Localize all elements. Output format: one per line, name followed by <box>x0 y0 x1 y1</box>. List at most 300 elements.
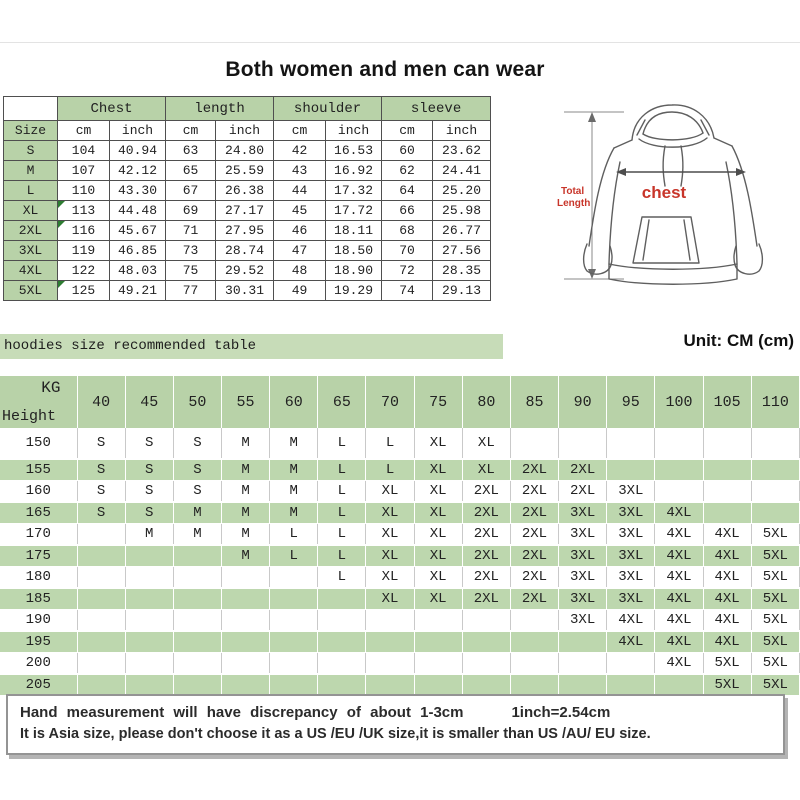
height-label-cell: 175 <box>0 545 77 567</box>
kg-column-header: 100 <box>655 376 703 428</box>
measurement-value-cell: 47 <box>274 241 326 261</box>
measurement-value-cell: 29.52 <box>216 261 274 281</box>
matrix-size-cell: L <box>318 428 366 459</box>
matrix-size-cell <box>270 610 318 632</box>
matrix-size-cell: 4XL <box>655 610 703 632</box>
matrix-size-cell <box>414 610 462 632</box>
matrix-size-cell: S <box>77 459 125 481</box>
matrix-size-cell: 2XL <box>510 524 558 546</box>
matrix-size-cell <box>270 588 318 610</box>
measurement-value-cell: 116 <box>58 221 110 241</box>
kg-column-header: 75 <box>414 376 462 428</box>
top-divider-line <box>0 42 800 43</box>
matrix-row <box>0 631 800 653</box>
measurement-value-cell: 16.53 <box>326 141 382 161</box>
measurement-value-cell: 29.13 <box>433 281 491 301</box>
matrix-size-cell: 4XL <box>655 545 703 567</box>
matrix-size-cell: 3XL <box>607 567 655 589</box>
matrix-size-cell: 5XL <box>703 674 751 696</box>
matrix-size-cell <box>77 545 125 567</box>
matrix-size-cell: L <box>318 502 366 524</box>
total-length-label-line1: Total <box>561 186 585 197</box>
matrix-size-cell: S <box>125 481 173 503</box>
matrix-size-cell: 4XL <box>703 631 751 653</box>
matrix-size-cell: XL <box>366 502 414 524</box>
matrix-size-cell <box>607 459 655 481</box>
matrix-size-cell: L <box>366 459 414 481</box>
matrix-size-cell <box>221 631 269 653</box>
matrix-size-cell <box>655 428 703 459</box>
unit-label: Unit: CM (cm) <box>683 331 794 350</box>
measurement-value-cell: 25.98 <box>433 201 491 221</box>
matrix-size-cell <box>318 631 366 653</box>
matrix-size-cell: S <box>125 428 173 459</box>
measurement-value-cell: 48 <box>274 261 326 281</box>
measurement-value-cell: 24.80 <box>216 141 274 161</box>
matrix-size-cell: 4XL <box>703 545 751 567</box>
group-header-length: length <box>166 97 274 121</box>
matrix-size-cell: 2XL <box>462 588 510 610</box>
matrix-size-cell: L <box>318 567 366 589</box>
measurement-value-cell: 17.32 <box>326 181 382 201</box>
size-table-row <box>4 221 491 241</box>
matrix-size-cell: S <box>77 428 125 459</box>
blank-corner-cell <box>4 97 58 121</box>
height-label-cell: 155 <box>0 459 77 481</box>
matrix-size-cell: 4XL <box>703 524 751 546</box>
matrix-size-cell: XL <box>414 481 462 503</box>
measurement-value-cell: 63 <box>166 141 216 161</box>
matrix-size-cell <box>655 481 703 503</box>
measurement-value-cell: 16.92 <box>326 161 382 181</box>
height-label-cell: 205 <box>0 674 77 696</box>
matrix-size-cell: M <box>221 502 269 524</box>
size-table-unit-row <box>4 121 491 141</box>
matrix-size-cell <box>77 588 125 610</box>
matrix-size-cell: 2XL <box>559 459 607 481</box>
size-table-row <box>4 261 491 281</box>
matrix-size-cell: 2XL <box>462 502 510 524</box>
unit-header: inch <box>110 121 166 141</box>
measurement-value-cell: 67 <box>166 181 216 201</box>
matrix-size-cell: L <box>318 524 366 546</box>
matrix-size-cell <box>77 653 125 675</box>
size-table-row <box>4 181 491 201</box>
matrix-size-cell <box>221 674 269 696</box>
matrix-size-cell: 4XL <box>655 567 703 589</box>
hoodie-illustration <box>552 90 796 310</box>
matrix-size-cell: S <box>77 481 125 503</box>
size-table-head <box>4 97 491 141</box>
measurement-value-cell: 27.95 <box>216 221 274 241</box>
measurement-value-cell: 107 <box>58 161 110 181</box>
matrix-size-cell: XL <box>414 428 462 459</box>
matrix-size-cell <box>318 588 366 610</box>
matrix-size-cell: 3XL <box>607 588 655 610</box>
measurement-value-cell: 119 <box>58 241 110 261</box>
matrix-size-cell: 2XL <box>510 588 558 610</box>
matrix-size-cell: L <box>318 481 366 503</box>
measurement-value-cell: 42.12 <box>110 161 166 181</box>
matrix-size-cell: 5XL <box>751 567 799 589</box>
measurement-value-cell: 44.48 <box>110 201 166 221</box>
matrix-size-cell: M <box>270 502 318 524</box>
matrix-size-cell <box>751 481 799 503</box>
matrix-size-cell: M <box>270 428 318 459</box>
size-label-cell: 2XL <box>4 221 58 241</box>
matrix-size-cell: M <box>221 481 269 503</box>
size-label-cell: 4XL <box>4 261 58 281</box>
matrix-size-cell: 4XL <box>655 502 703 524</box>
matrix-size-cell <box>510 610 558 632</box>
matrix-size-cell <box>366 610 414 632</box>
measurement-note: Hand measurement will have discrepancy of about 1-3cm <box>20 704 464 721</box>
matrix-size-cell <box>414 674 462 696</box>
matrix-size-cell: 3XL <box>607 524 655 546</box>
measurement-value-cell: 18.50 <box>326 241 382 261</box>
unit-header: cm <box>58 121 110 141</box>
measurement-value-cell: 46 <box>274 221 326 241</box>
matrix-size-cell <box>462 610 510 632</box>
hoodie-diagram <box>552 90 796 310</box>
measurement-value-cell: 66 <box>382 201 433 221</box>
measurement-value-cell: 74 <box>382 281 433 301</box>
measurement-value-cell: 42 <box>274 141 326 161</box>
measurement-value-cell: 45.67 <box>110 221 166 241</box>
measurement-value-cell: 113 <box>58 201 110 221</box>
matrix-size-cell: 4XL <box>655 631 703 653</box>
matrix-size-cell <box>221 588 269 610</box>
measurement-value-cell: 43 <box>274 161 326 181</box>
matrix-size-cell: 3XL <box>559 502 607 524</box>
measurement-value-cell: 49 <box>274 281 326 301</box>
matrix-size-cell <box>270 674 318 696</box>
matrix-size-cell: 3XL <box>607 481 655 503</box>
matrix-size-cell: S <box>77 502 125 524</box>
matrix-size-cell: 5XL <box>751 631 799 653</box>
matrix-size-cell <box>559 631 607 653</box>
matrix-size-cell: M <box>221 524 269 546</box>
matrix-size-cell <box>751 459 799 481</box>
height-label-cell: 150 <box>0 428 77 459</box>
matrix-size-cell <box>655 459 703 481</box>
height-label-cell: 165 <box>0 502 77 524</box>
matrix-size-cell <box>462 631 510 653</box>
measurement-value-cell: 72 <box>382 261 433 281</box>
matrix-row <box>0 545 800 567</box>
measurement-value-cell: 43.30 <box>110 181 166 201</box>
matrix-size-cell: XL <box>366 567 414 589</box>
matrix-size-cell: M <box>221 428 269 459</box>
matrix-size-cell: L <box>318 459 366 481</box>
kg-column-header: 105 <box>703 376 751 428</box>
matrix-size-cell: S <box>173 428 221 459</box>
matrix-size-cell: 5XL <box>751 674 799 696</box>
height-axis-label: Height <box>2 408 57 425</box>
height-label-cell: 170 <box>0 524 77 546</box>
matrix-size-cell: L <box>318 545 366 567</box>
matrix-size-cell <box>559 674 607 696</box>
size-header-cell: Size <box>4 121 58 141</box>
matrix-size-cell: 5XL <box>751 545 799 567</box>
matrix-size-cell <box>125 674 173 696</box>
unit-header: cm <box>166 121 216 141</box>
matrix-size-cell <box>318 653 366 675</box>
matrix-size-cell: S <box>125 502 173 524</box>
matrix-size-cell <box>77 524 125 546</box>
matrix-size-cell: S <box>173 459 221 481</box>
matrix-size-cell <box>366 674 414 696</box>
kg-column-header: 45 <box>125 376 173 428</box>
measurement-value-cell: 25.59 <box>216 161 274 181</box>
measurement-value-cell: 27.17 <box>216 201 274 221</box>
matrix-size-cell: M <box>221 545 269 567</box>
matrix-size-cell: XL <box>414 545 462 567</box>
size-label-cell: 5XL <box>4 281 58 301</box>
inch-conversion-note: 1inch=2.54cm <box>511 704 611 721</box>
measurement-value-cell: 125 <box>58 281 110 301</box>
matrix-size-cell: 3XL <box>607 502 655 524</box>
matrix-size-cell <box>751 502 799 524</box>
size-table-body <box>4 141 491 301</box>
height-label-cell: 160 <box>0 481 77 503</box>
matrix-size-cell <box>607 674 655 696</box>
kg-column-header: 70 <box>366 376 414 428</box>
matrix-size-cell: XL <box>414 502 462 524</box>
matrix-size-cell: 2XL <box>462 481 510 503</box>
matrix-size-cell: 4XL <box>607 610 655 632</box>
measurement-value-cell: 77 <box>166 281 216 301</box>
matrix-size-cell <box>125 653 173 675</box>
matrix-size-cell <box>221 610 269 632</box>
matrix-size-cell: S <box>125 459 173 481</box>
matrix-size-cell: 2XL <box>462 545 510 567</box>
kg-column-header: 50 <box>173 376 221 428</box>
measurement-value-cell: 19.29 <box>326 281 382 301</box>
matrix-size-cell: 4XL <box>655 588 703 610</box>
measurement-value-cell: 23.62 <box>433 141 491 161</box>
matrix-size-cell: 5XL <box>751 653 799 675</box>
matrix-size-cell: 5XL <box>751 588 799 610</box>
measurement-value-cell: 44 <box>274 181 326 201</box>
measurement-value-cell: 18.90 <box>326 261 382 281</box>
matrix-size-cell: 5XL <box>751 610 799 632</box>
matrix-size-cell <box>751 428 799 459</box>
matrix-size-cell <box>221 567 269 589</box>
matrix-size-cell <box>559 428 607 459</box>
matrix-size-cell <box>559 653 607 675</box>
measurement-value-cell: 69 <box>166 201 216 221</box>
matrix-size-cell: S <box>173 481 221 503</box>
matrix-row <box>0 653 800 675</box>
footer-line1 <box>20 704 771 721</box>
measurement-value-cell: 70 <box>382 241 433 261</box>
matrix-size-cell <box>173 567 221 589</box>
size-table-group-row <box>4 97 491 121</box>
page-title: Both women and men can wear <box>225 58 545 81</box>
size-table-row <box>4 241 491 261</box>
matrix-size-cell: M <box>270 481 318 503</box>
matrix-size-cell <box>703 481 751 503</box>
matrix-size-cell <box>173 610 221 632</box>
unit-header: inch <box>216 121 274 141</box>
measurement-value-cell: 40.94 <box>110 141 166 161</box>
matrix-size-cell: 5XL <box>703 653 751 675</box>
matrix-size-cell <box>270 631 318 653</box>
kg-column-header: 90 <box>559 376 607 428</box>
matrix-size-cell: XL <box>414 588 462 610</box>
matrix-size-cell: 3XL <box>559 567 607 589</box>
matrix-size-cell: 4XL <box>703 588 751 610</box>
recommended-table-banner: hoodies size recommended table <box>0 334 503 359</box>
kg-column-header: 110 <box>751 376 799 428</box>
size-label-cell: 3XL <box>4 241 58 261</box>
size-label-cell: XL <box>4 201 58 221</box>
footer-note-box <box>6 694 785 755</box>
matrix-size-cell: XL <box>462 459 510 481</box>
measurement-value-cell: 17.72 <box>326 201 382 221</box>
size-table-row <box>4 161 491 181</box>
size-label-cell: M <box>4 161 58 181</box>
chest-dimension <box>616 168 746 176</box>
matrix-size-cell <box>318 610 366 632</box>
matrix-row <box>0 428 800 459</box>
matrix-size-cell <box>173 653 221 675</box>
matrix-size-cell <box>366 653 414 675</box>
matrix-size-cell <box>703 459 751 481</box>
matrix-size-cell <box>318 674 366 696</box>
matrix-row <box>0 502 800 524</box>
kg-column-header: 80 <box>462 376 510 428</box>
matrix-size-cell: XL <box>366 588 414 610</box>
matrix-size-cell <box>414 631 462 653</box>
matrix-size-cell <box>607 428 655 459</box>
matrix-size-cell: 3XL <box>559 524 607 546</box>
size-recommendation-matrix <box>0 376 800 696</box>
matrix-row <box>0 459 800 481</box>
matrix-corner-cell <box>0 376 77 428</box>
matrix-size-cell: 4XL <box>607 631 655 653</box>
matrix-size-cell: 3XL <box>607 545 655 567</box>
matrix-size-cell: 3XL <box>559 545 607 567</box>
matrix-size-cell: 2XL <box>462 524 510 546</box>
matrix-size-cell <box>510 428 558 459</box>
matrix-body <box>0 428 800 696</box>
matrix-size-cell: 2XL <box>510 459 558 481</box>
matrix-size-cell: 4XL <box>655 524 703 546</box>
matrix-size-cell <box>510 653 558 675</box>
matrix-size-cell <box>173 545 221 567</box>
measurement-value-cell: 48.03 <box>110 261 166 281</box>
measurement-value-cell: 75 <box>166 261 216 281</box>
matrix-row <box>0 481 800 503</box>
matrix-size-cell <box>366 631 414 653</box>
matrix-size-cell <box>607 653 655 675</box>
matrix-size-cell: M <box>270 459 318 481</box>
matrix-size-cell: M <box>173 502 221 524</box>
matrix-row <box>0 610 800 632</box>
matrix-row <box>0 524 800 546</box>
measurement-value-cell: 24.41 <box>433 161 491 181</box>
matrix-size-cell <box>173 631 221 653</box>
size-label-cell: L <box>4 181 58 201</box>
size-table-row <box>4 201 491 221</box>
measurement-value-cell: 28.35 <box>433 261 491 281</box>
matrix-header-row <box>0 376 800 428</box>
measurement-value-cell: 60 <box>382 141 433 161</box>
measurement-value-cell: 45 <box>274 201 326 221</box>
size-label-cell: S <box>4 141 58 161</box>
matrix-size-cell <box>462 653 510 675</box>
measurement-value-cell: 30.31 <box>216 281 274 301</box>
matrix-size-cell: XL <box>414 459 462 481</box>
matrix-size-cell: 2XL <box>510 481 558 503</box>
matrix-size-cell <box>414 653 462 675</box>
measurement-value-cell: 71 <box>166 221 216 241</box>
measurement-value-cell: 49.21 <box>110 281 166 301</box>
matrix-size-cell: XL <box>366 545 414 567</box>
measurement-value-cell: 26.77 <box>433 221 491 241</box>
size-table-row <box>4 141 491 161</box>
matrix-size-cell <box>703 502 751 524</box>
matrix-size-cell <box>125 545 173 567</box>
matrix-size-cell: M <box>221 459 269 481</box>
matrix-size-cell <box>270 567 318 589</box>
matrix-size-cell <box>77 674 125 696</box>
matrix-size-cell: XL <box>414 524 462 546</box>
unit-header: inch <box>326 121 382 141</box>
total-length-label-line2: Length <box>557 198 591 209</box>
matrix-size-cell: 2XL <box>559 481 607 503</box>
height-label-cell: 180 <box>0 567 77 589</box>
matrix-size-cell <box>125 610 173 632</box>
height-label-cell: 200 <box>0 653 77 675</box>
matrix-size-cell: M <box>125 524 173 546</box>
matrix-size-cell: L <box>270 524 318 546</box>
measurement-value-cell: 110 <box>58 181 110 201</box>
measurement-value-cell: 27.56 <box>433 241 491 261</box>
kg-column-header: 65 <box>318 376 366 428</box>
height-label-cell: 190 <box>0 610 77 632</box>
matrix-size-cell: 4XL <box>703 567 751 589</box>
matrix-size-cell: 2XL <box>510 567 558 589</box>
measurement-value-cell: 18.11 <box>326 221 382 241</box>
matrix-size-cell: 3XL <box>559 610 607 632</box>
matrix-size-cell: 3XL <box>559 588 607 610</box>
measurement-value-cell: 73 <box>166 241 216 261</box>
group-header-shoulder: shoulder <box>274 97 382 121</box>
matrix-size-cell: M <box>173 524 221 546</box>
measurement-value-cell: 68 <box>382 221 433 241</box>
matrix-size-cell <box>462 674 510 696</box>
matrix-size-cell <box>703 428 751 459</box>
chest-label: chest <box>641 183 687 202</box>
matrix-size-cell <box>510 674 558 696</box>
unit-header: inch <box>433 121 491 141</box>
matrix-size-cell: XL <box>462 428 510 459</box>
matrix-size-cell <box>125 631 173 653</box>
matrix-size-cell <box>77 610 125 632</box>
measurement-value-cell: 62 <box>382 161 433 181</box>
matrix-size-cell: 2XL <box>462 567 510 589</box>
matrix-size-cell: XL <box>366 481 414 503</box>
kg-column-header: 60 <box>270 376 318 428</box>
measurement-value-cell: 64 <box>382 181 433 201</box>
size-table-row <box>4 281 491 301</box>
group-header-sleeve: sleeve <box>382 97 491 121</box>
measurement-value-cell: 122 <box>58 261 110 281</box>
matrix-row <box>0 674 800 696</box>
